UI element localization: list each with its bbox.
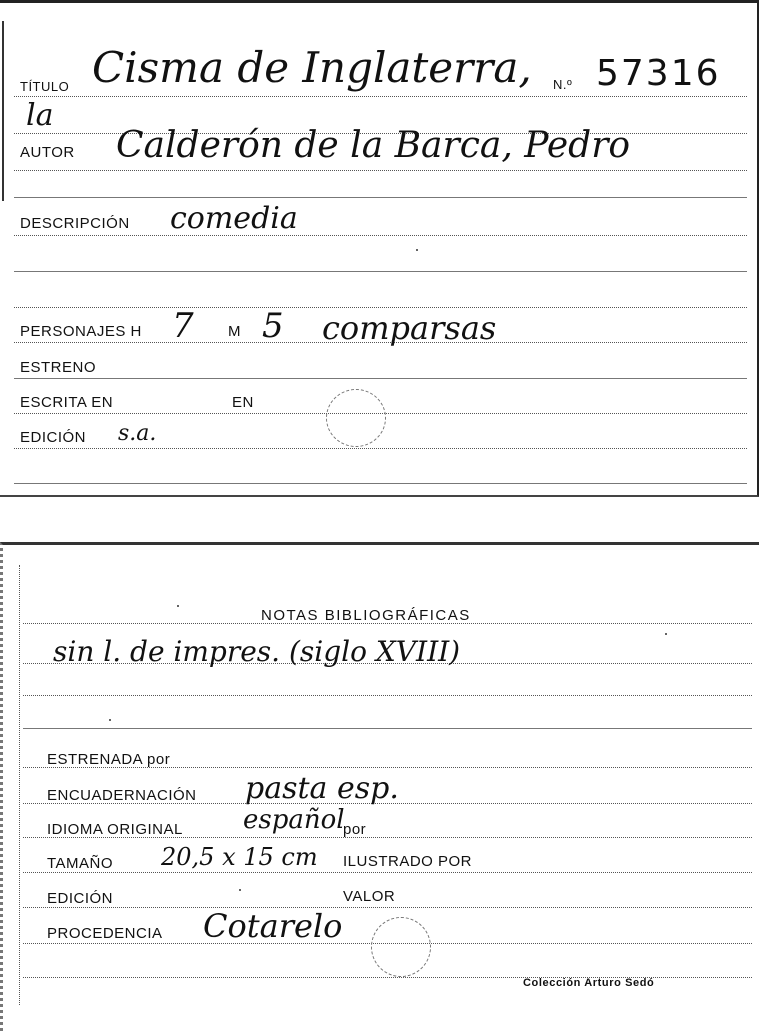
rule <box>23 872 752 873</box>
autor-value: Calderón de la Barca, Pedro <box>116 125 631 166</box>
rule <box>23 907 752 908</box>
ilustrado-label: ILUSTRADO POR <box>343 853 473 870</box>
titulo-value: Cisma de Inglaterra, <box>92 43 532 92</box>
idioma-value: español <box>243 805 345 835</box>
edicion2-label: EDICIÓN <box>47 890 114 907</box>
valor-label: VALOR <box>343 888 396 905</box>
library-stamp-mark <box>371 917 431 977</box>
rule <box>23 728 752 729</box>
rule <box>14 197 747 198</box>
catalog-card-bottom <box>0 542 759 1031</box>
speck <box>109 719 111 721</box>
comparsas-value: comparsas <box>322 309 497 347</box>
numero-value: 57316 <box>596 53 721 94</box>
rule <box>14 378 747 379</box>
library-stamp-mark <box>326 389 386 447</box>
edicion-value: s.a. <box>118 421 157 446</box>
estreno-label: ESTRENO <box>20 359 97 376</box>
rule <box>14 307 747 308</box>
descripcion-label: DESCRIPCIÓN <box>20 215 130 232</box>
rule <box>14 96 747 97</box>
rule <box>14 448 747 449</box>
speck <box>239 889 241 891</box>
titulo-continuation: la <box>26 98 54 133</box>
rule <box>14 483 747 484</box>
procedencia-label: PROCEDENCIA <box>47 925 163 942</box>
personajes-m-value: 5 <box>262 306 284 346</box>
numero-label: N.º <box>553 77 573 92</box>
encuadernacion-label: ENCUADERNACIÓN <box>47 787 197 804</box>
catalog-card-top <box>0 0 759 497</box>
idioma-label: IDIOMA ORIGINAL <box>47 821 183 838</box>
notas-heading: NOTAS BIBLIOGRÁFICAS <box>261 607 471 624</box>
speck <box>416 249 418 251</box>
en-label: EN <box>232 394 254 411</box>
procedencia-value: Cotarelo <box>203 907 343 945</box>
idioma-por-label: por <box>343 821 367 838</box>
coleccion-footer: Colección Arturo Sedó <box>523 977 655 989</box>
rule <box>14 271 747 272</box>
encuadernacion-value: pasta esp. <box>245 771 399 806</box>
personajes-h-value: 7 <box>172 306 194 346</box>
rule <box>23 695 752 696</box>
card-border-left <box>2 21 4 201</box>
personajes-label: PERSONAJES H <box>20 323 142 340</box>
titulo-label: TÍTULO <box>20 79 70 94</box>
escrita-en-label: ESCRITA EN <box>20 394 114 411</box>
autor-label: AUTOR <box>20 144 75 161</box>
tamano-value: 20,5 x 15 cm <box>161 843 318 871</box>
edicion-label: EDICIÓN <box>20 429 87 446</box>
tamano-label: TAMAÑO <box>47 855 114 872</box>
estrenada-label: ESTRENADA por <box>47 751 171 768</box>
notas-value: sin l. de impres. (siglo XVIII) <box>53 635 461 668</box>
descripcion-value: comedia <box>170 201 298 236</box>
personajes-m-label: M <box>228 323 241 340</box>
rule <box>14 170 747 171</box>
card-border-left <box>19 565 20 1005</box>
speck <box>177 605 179 607</box>
rule <box>14 235 747 236</box>
speck <box>665 633 667 635</box>
